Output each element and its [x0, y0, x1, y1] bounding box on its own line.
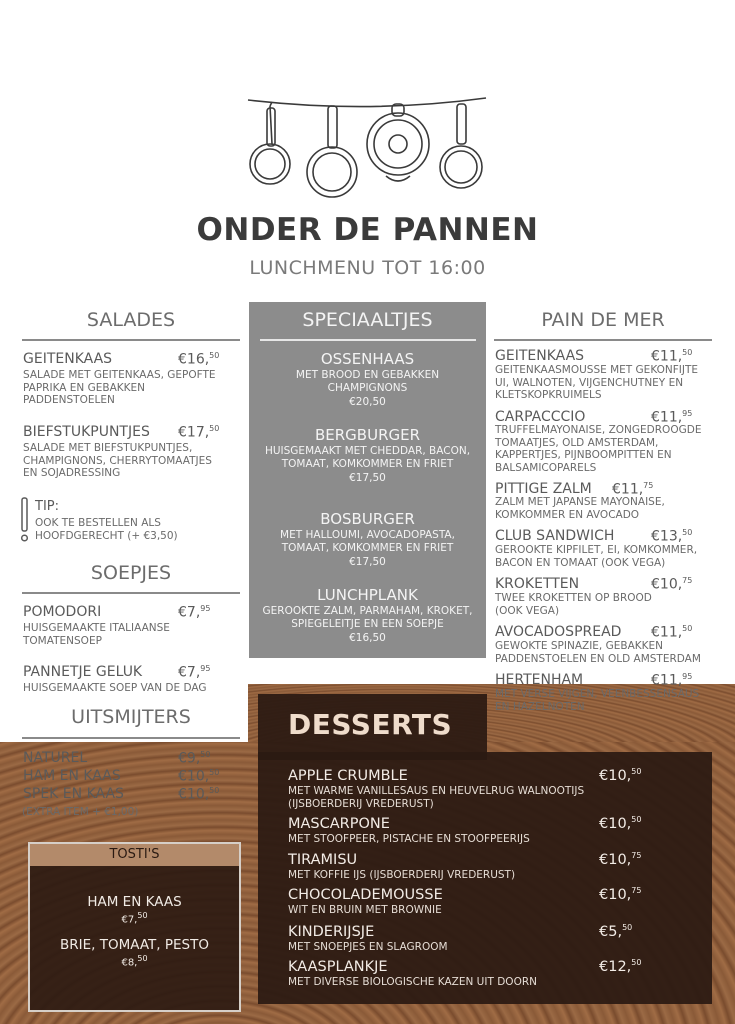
- soup-price: €7,95: [178, 604, 211, 621]
- dessert-description: MET WARME VANILLESAUS EN HEUVELRUG WALNOOTIJS (IJSBOERDERIJ VREDERUST): [288, 785, 585, 810]
- sandwich-name: CARPACCCIO: [495, 409, 586, 425]
- salad-description: SALADE MET GEITENKAAS, GEPOFTE PAPRIKA EN GEBAKKEN PADDENSTOELEN: [23, 369, 216, 406]
- uitsmijter-price: €10,50: [178, 786, 220, 803]
- dessert-description: MET STOOFPEER, PISTACHE EN STOOFPEERIJS: [288, 833, 530, 845]
- dessert-name: APPLE CRUMBLE: [288, 768, 408, 784]
- special-name: BOSBURGER: [320, 510, 415, 528]
- special-price: €17,50: [349, 556, 386, 568]
- dessert-description: MET DIVERSE BIOLOGISCHE KAZEN UIT DOORN: [288, 976, 537, 988]
- sandwich-price: €11,50: [651, 624, 693, 641]
- uitsmijter-name: HAM EN KAAS: [23, 768, 121, 784]
- salad-price: €17,50: [178, 424, 220, 441]
- sandwich-description: TWEE KROKETTEN OP BROOD (OOK VEGA): [495, 592, 652, 617]
- uitsmijter-name: NATUREL: [23, 750, 88, 766]
- tosti-name: HAM EN KAAS: [87, 894, 182, 910]
- uitsmijters-title: UITSMIJTERS: [71, 706, 191, 728]
- hanging-pans-logo: [240, 92, 495, 202]
- special-price: €17,50: [349, 472, 386, 484]
- tip-text: OOK TE BESTELLEN ALS HOOFDGERECHT (+ €3,50): [35, 517, 178, 542]
- special-name: BERGBURGER: [314, 426, 421, 444]
- desserts-title: DESSERTS: [288, 708, 453, 741]
- uitsmijter-name: SPEK EN KAAS: [23, 786, 124, 802]
- tosti-title: TOSTI'S: [30, 844, 239, 866]
- soup-name: POMODORI: [23, 604, 102, 620]
- sandwich-name: HERTENHAM: [495, 672, 584, 688]
- special-name: OSSENHAAS: [320, 350, 415, 368]
- salad-name: BIEFSTUKPUNTJES: [23, 424, 150, 440]
- sandwich-description: ZALM MET JAPANSE MAYONAISE, KOMKOMMER EN AVOCADO: [495, 496, 665, 521]
- dessert-name: MASCARPONE: [288, 816, 390, 832]
- sandwich-price: €10,75: [651, 576, 693, 593]
- sandwich-price: €11,75: [612, 481, 654, 498]
- pain-de-mer-title: PAIN DE MER: [541, 309, 665, 331]
- special-price: €20,50: [349, 396, 386, 408]
- special-description: HUISGEMAAKT MET CHEDDAR, BACON, TOMAAT, KOMKOMMER EN FRIET: [264, 445, 471, 470]
- salad-description: SALADE MET BIEFSTUKPUNTJES, CHAMPIGNONS, CHERRYTOMAATJES EN SOJADRESSING: [23, 442, 212, 479]
- sandwich-name: PITTIGE ZALM: [495, 481, 592, 497]
- tosti-price: €8,50: [121, 954, 148, 969]
- sandwich-description: TRUFFELMAYONAISE, ZONGEDROOGDE TOMAATJES, OLD AMSTERDAM, KAPPERTJES, PIJNBOOMPITTEN EN BALSAMICOPARELS: [495, 424, 702, 474]
- menu-subtitle: LUNCHMENU TOT 16:00: [249, 257, 486, 279]
- tip-label: TIP:: [35, 499, 59, 514]
- sandwich-price: €11,50: [651, 348, 693, 365]
- sandwich-name: KROKETTEN: [495, 576, 580, 592]
- soup-description: HUISGEMAAKTE ITALIAANSE TOMATENSOEP: [23, 622, 170, 647]
- sandwich-description: GEROOKTE KIPFILET, EI, KOMKOMMER, BACON EN TOMAAT (OOK VEGA): [495, 544, 698, 569]
- special-description: MET HALLOUMI, AVOCADOPASTA, TOMAAT, KOMKOMMER EN FRIET: [280, 529, 455, 554]
- sandwich-name: AVOCADOSPREAD: [495, 624, 622, 640]
- special-price: €16,50: [349, 632, 386, 644]
- salads-divider: [22, 339, 240, 341]
- specials-title: SPECIAALTJES: [302, 309, 433, 331]
- dessert-price: €10,50: [599, 767, 642, 784]
- dessert-description: WIT EN BRUIN MET BROWNIE: [288, 904, 442, 916]
- soup-price: €7,95: [178, 664, 211, 681]
- special-description: MET BROOD EN GEBAKKEN CHAMPIGNONS: [295, 369, 440, 394]
- uitsmijter-price: €10,50: [178, 768, 220, 785]
- dessert-name: KAASPLANKJE: [288, 959, 388, 975]
- soups-title: SOEPJES: [90, 562, 172, 584]
- sandwich-price: €11,95: [651, 672, 693, 689]
- soup-name: PANNETJE GELUK: [23, 664, 143, 680]
- salads-title: SALADES: [86, 309, 176, 331]
- specials-divider: [260, 339, 476, 341]
- dessert-name: CHOCOLADEMOUSSE: [288, 887, 443, 903]
- dessert-price: €5,50: [599, 923, 633, 940]
- sandwich-description: MET VERSE VIJGEN, VEENBESSENSAUS EN HAZELNOTEN: [495, 688, 700, 713]
- dessert-price: €10,50: [599, 815, 642, 832]
- salad-price: €16,50: [178, 351, 220, 368]
- sandwich-description: GEITENKAASMOUSSE MET GEKONFIJTE UI, WALNOTEN, VIJGENCHUTNEY EN KLETSKOPKRUIMELS: [495, 364, 699, 401]
- uitsmijters-divider: [22, 737, 240, 739]
- dessert-price: €10,75: [599, 886, 642, 903]
- special-name: LUNCHPLANK: [317, 586, 418, 604]
- soup-description: HUISGEMAAKTE SOEP VAN DE DAG: [23, 682, 207, 694]
- dessert-name: KINDERIJSJE: [288, 924, 375, 940]
- dessert-price: €12,50: [599, 958, 642, 975]
- dessert-description: MET SNOEPJES EN SLAGROOM: [288, 941, 448, 953]
- soups-divider: [22, 592, 240, 594]
- sandwich-name: CLUB SANDWICH: [495, 528, 615, 544]
- tosti-price: €7,50: [121, 911, 148, 926]
- dessert-description: MET KOFFIE IJS (IJSBOERDERIJ VREDERUST): [288, 869, 516, 881]
- sandwich-price: €11,95: [651, 409, 693, 426]
- tosti-panel: [28, 842, 241, 1012]
- restaurant-name: ONDER DE PANNEN: [196, 212, 539, 248]
- uitsmijter-price: €9,50: [178, 750, 211, 767]
- uitsmijter-extra-note: (EXTRA ITEM + €1,00): [22, 806, 139, 818]
- salad-name: GEITENKAAS: [23, 351, 113, 367]
- dessert-price: €10,75: [599, 851, 642, 868]
- sandwich-name: GEITENKAAS: [495, 348, 585, 364]
- tosti-name: BRIE, TOMAAT, PESTO: [60, 937, 209, 953]
- pain-de-mer-divider: [494, 339, 712, 341]
- special-description: GEROOKTE ZALM, PARMAHAM, KROKET, SPIEGELEITJE EN EEN SOEPJE: [262, 605, 473, 630]
- sandwich-description: GEWOKTE SPINAZIE, GEBAKKEN PADDENSTOELEN EN OLD AMSTERDAM: [495, 640, 701, 665]
- sandwich-price: €13,50: [651, 528, 693, 545]
- dessert-name: TIRAMISU: [288, 852, 358, 868]
- exclamation-icon: [20, 497, 30, 543]
